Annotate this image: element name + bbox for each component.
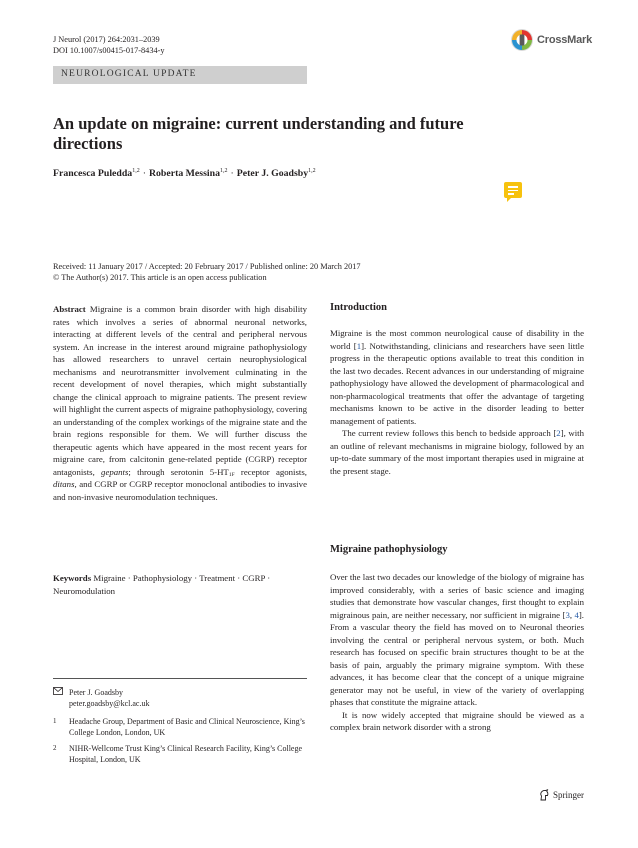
paragraph-text: ], with an outline of relevant mechanisms in migraine biology, followed by an up-to-date summary of the most important therapies used in migraine at the present stage. xyxy=(330,428,584,476)
introduction-paragraph xyxy=(330,327,584,427)
abstract-term-ditans: ditans xyxy=(53,479,75,489)
abstract-label: Abstract xyxy=(53,304,86,314)
pathophysiology-paragraph xyxy=(330,571,584,709)
abstract-block xyxy=(53,303,307,503)
abstract-text: ; through serotonin 5-HT xyxy=(128,466,229,477)
correspondence-name: Peter J. Goadsby xyxy=(69,688,123,697)
citation-link[interactable]: 4 xyxy=(574,609,579,620)
affiliation-mark: 1 xyxy=(53,717,57,725)
keywords-block xyxy=(53,572,307,597)
citation-link[interactable]: 2 xyxy=(556,428,561,438)
citation-link[interactable]: 1 xyxy=(356,340,362,351)
keywords-label: Keywords xyxy=(53,573,92,583)
pathophysiology-heading: Migraine pathophysiology xyxy=(330,544,448,555)
author-affiliation: 1,2 xyxy=(308,168,316,174)
abstract-text: , and CGRP or CGRP receptor monoclonal antibodies to invasive and non-invasive neuromodulation techniques. xyxy=(53,479,307,502)
abstract-text: receptor agonists, xyxy=(234,466,307,477)
citation-separator: , xyxy=(569,609,575,620)
abstract-text: Migraine is a common brain disorder with high disability rates which involves a series of abnormal neuronal networks, interacting at different levels of the central and peripheral nervous system. An increase in the interest around migraine pathophysiology has allowed researchers to unravel certain neurophysiological mechanisms and neurotransmitter involvement culminating in the recent development of novel therapies, which might substantially change the clinical approach to migraine patients. The present review will highlight the current aspects of migraine pathophysiology, covering an understanding of the complex workings of the migraine state and the brain regions responsible for them. We will further discuss the therapeutic agents which have appeared in the most recent years for migraine care, from calcitonin gene-related peptide (CGRP) receptor antagonists, xyxy=(53,304,307,477)
author-list xyxy=(53,168,316,179)
affiliation-item xyxy=(53,716,307,738)
crossmark-icon xyxy=(510,28,534,52)
abstract-term-gepants: gepants xyxy=(101,466,129,477)
affiliation-mark: 2 xyxy=(53,744,57,752)
correspondence-email[interactable]: peter.goadsby@kcl.ac.uk xyxy=(69,699,150,708)
article-title: An update on migraine: current understanding and future directions xyxy=(53,114,464,153)
crossmark-label: CrossMark xyxy=(537,34,593,46)
paragraph-text: The current review follows this bench to bedside approach [ xyxy=(342,428,557,438)
doi[interactable]: DOI 10.1007/s00415-017-8434-y xyxy=(53,46,165,55)
publisher-name: Springer xyxy=(553,790,584,800)
author-separator: · xyxy=(142,168,146,179)
comment-icon[interactable] xyxy=(504,182,522,198)
paragraph-text: ]. From a vascular theory the field has moved on to Neuronal theories involving the central or peripheral nervous system, or both. Much research has focused on specific brain structures thought to be at the basis of pain, arguably the primary migraine symptom. With these advances, it has become clear that the concept of a unique migraine generator may not be useful, in view of the variety of overlapping phases that constitute the migraine attack. xyxy=(330,609,584,707)
paragraph-text: Migraine is the most common neurological cause of disability in the world [ xyxy=(330,328,584,351)
author-name[interactable]: Roberta Messina xyxy=(148,168,220,179)
journal-citation: J Neurol (2017) 264:2031–2039 xyxy=(53,35,160,44)
crossmark-badge[interactable] xyxy=(510,26,594,54)
copyright-notice: © The Author(s) 2017. This article is an open access publication xyxy=(53,273,267,282)
publication-dates: Received: 11 January 2017 / Accepted: 20 February 2017 / Published online: 20 March 2017 xyxy=(53,262,361,271)
receptor-subscript: 1F xyxy=(228,471,235,478)
citation-link[interactable]: 3 xyxy=(565,609,570,620)
correspondence-block xyxy=(53,687,307,709)
affiliation-text: NIHR-Wellcome Trust King’s Clinical Research Facility, King’s College Hospital, London, UK xyxy=(69,744,303,764)
paragraph-text: Over the last two decades our knowledge of the biology of migraine has improved considerably, with a series of basic science and imaging studies that demonstrate how vascular changes, first thought to explain migrainous pain, are neither necessary, nor sufficient in migraine [ xyxy=(330,572,584,620)
introduction-heading: Introduction xyxy=(330,302,387,313)
author-affiliation: 1,2 xyxy=(219,168,228,174)
section-label-band xyxy=(53,66,307,84)
footnote-divider xyxy=(53,678,307,679)
introduction-paragraph xyxy=(330,427,584,477)
pathophysiology-paragraph: It is now widely accepted that migraine should be viewed as a complex brain network disorder with a strong xyxy=(330,709,584,732)
abstract-paragraph xyxy=(53,303,307,503)
paragraph-text: ]. Notwithstanding, clinicians and researchers have seen little progress in the therapeutic options available to treat this condition in the last two decades. Recent advances in our understanding of migraine pathophysiology have allowed the development of pharmacological and non-pharmacological treatments that offer the advantage of targeting mechanisms known to be active in the disorder leading to better management of patients. xyxy=(330,340,584,426)
author-name[interactable]: Peter J. Goadsby xyxy=(236,168,309,179)
section-label: NEUROLOGICAL UPDATE xyxy=(61,69,197,79)
affiliation-text: Headache Group, Department of Basic and Clinical Neuroscience, King’s College London, London, UK xyxy=(69,717,305,737)
introduction-body xyxy=(330,327,584,477)
author-separator: · xyxy=(230,168,234,179)
keywords-list: Migraine · Pathophysiology · Treatment · CGRP · Neuromodulation xyxy=(53,573,271,596)
pathophysiology-body xyxy=(330,571,584,734)
author-name[interactable]: Francesca Puledda xyxy=(53,168,133,179)
springer-horse-icon xyxy=(538,789,550,801)
publisher-logo xyxy=(538,789,584,801)
author-affiliation: 1,2 xyxy=(132,168,140,174)
affiliation-item xyxy=(53,743,307,765)
envelope-icon xyxy=(53,687,63,699)
